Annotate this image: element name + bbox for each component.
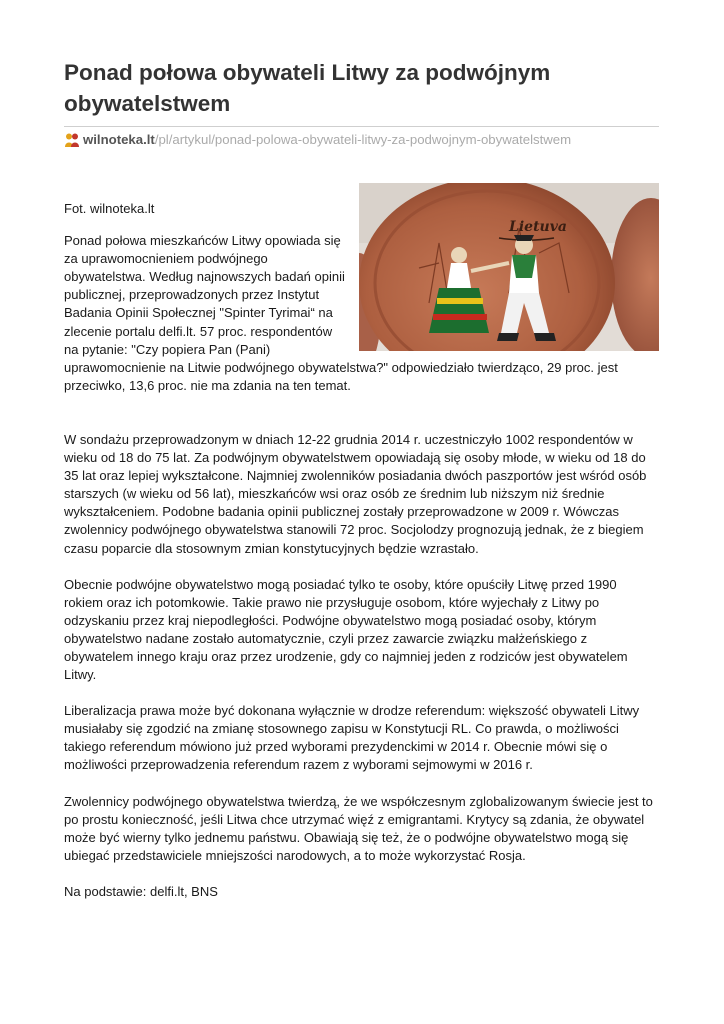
wilnoteka-logo-icon (64, 132, 80, 148)
paragraph-3: Obecnie podwójne obywatelstwo mogą posiadać tylko te osoby, które opuściły Litwę przed 1990 rokiem oraz ich potomkowie. Takie prawo nie przysługuje osobom, które wyjechały z Litwy po odzyskaniu przez kraj niepodległości. Podwójne obywatelstwo mogą posiadać osoby, którym obywatelstwo nadane zostało automatycznie, czyli przez zawarcie związku małżeńskiego z obywatelem innego kraju oraz przez urodzenie, gdy co najmniej jeden z rodziców jest obywatelem Litwy. (64, 576, 628, 683)
photo-caption: Fot. wilnoteka.lt (64, 201, 155, 216)
article-title: Ponad połowa obywateli Litwy za podwójnym obywatelstwem (64, 60, 551, 116)
plate-lettering: Lietuva (509, 219, 567, 235)
source-note: Na podstawie: delfi.lt, BNS (64, 883, 218, 899)
paragraph-spacer (64, 413, 659, 431)
source-path[interactable]: /pl/artykul/ponad-polowa-obywateli-litwy-za-podwojnym-obywatelstwem (154, 132, 572, 147)
paragraph-4: Liberalizacja prawa może być dokonana wyłącznie w drodze referendum: większość obywateli Litwy musiałaby się zgodzić na zmianę stosownego zapisu w Konstytucji RL. Co prawda, o możliwości takiego referendum mówiono już przed wyborami prezydenckimi w 2014 r. Obecnie mówi się o możliwości przeprowadzenia referendum razem z wyborami sejmowymi w 2016 r. (64, 703, 640, 773)
paragraph-2: W sondażu przeprowadzonym w dniach 12-22 grudnia 2014 r. uczestniczyło 1002 respondentów w wieku od 18 do 75 lat. Za podwójnym obywatelstwem opowiadają się osoby młode, w wieku od 18 do 35 lat oraz lepiej wykształcone. Najmniej zwolenników posiadania dwóch paszportów jest wśród osób starszych (w wieku od 56 lat), mieszkańców wsi oraz osób ze średnim lub niższym niż średnie wykształceniem. Podobne badania opinii publicznej zostały przeprowadzone w 2009 r. Wówczas zwolennicy podwójnego obywatelstwa stanowili 72 proc. Socjolodzy prognozują jednak, że z biegiem czasu poparcie dla stosownym zmian konstytucyjnych będzie wzrastało. (64, 431, 647, 556)
source-line[interactable] (64, 131, 571, 149)
title-divider (64, 126, 659, 127)
source-site[interactable]: wilnoteka.lt (83, 132, 155, 147)
paragraph-1: Ponad połowa mieszkańców Litwy opowiada się za uprawomocnieniem podwójnego obywatelstwa. Według najnowszych badań opinii publicznej, przeprowadzonych przez Instytut Badania Opinii Społecznej "Spinter Tyrimai“ na zlecenie portalu delfi.lt. 57 proc. respondentów na pytanie: "Czy popiera Pan (Pani) uprawomocnienie na Litwie podwójnego obywatelstwa?" odpowiedziało twierdząco, 29 proc. jest przeciwko, 13,6 proc. nie ma zdania na ten temat. (64, 233, 618, 393)
photo-wrap-space (347, 200, 659, 354)
paragraph-5: Zwolennicy podwójnego obywatelstwa twierdzą, że we współczesnym zglobalizowanym świecie jest to po prostu konieczność, jeśli Litwa chce utrzymać więź z emigrantami. Krytycy są zdania, że obywatel może być wierny tylko jednemu państwu. Obawiają się też, że o podwójne obywatelstwo mogą się ubiegać przedstawiciele mniejszości narodowych, a to może wykorzystać Rosja. (64, 793, 653, 863)
article-body (64, 200, 659, 919)
